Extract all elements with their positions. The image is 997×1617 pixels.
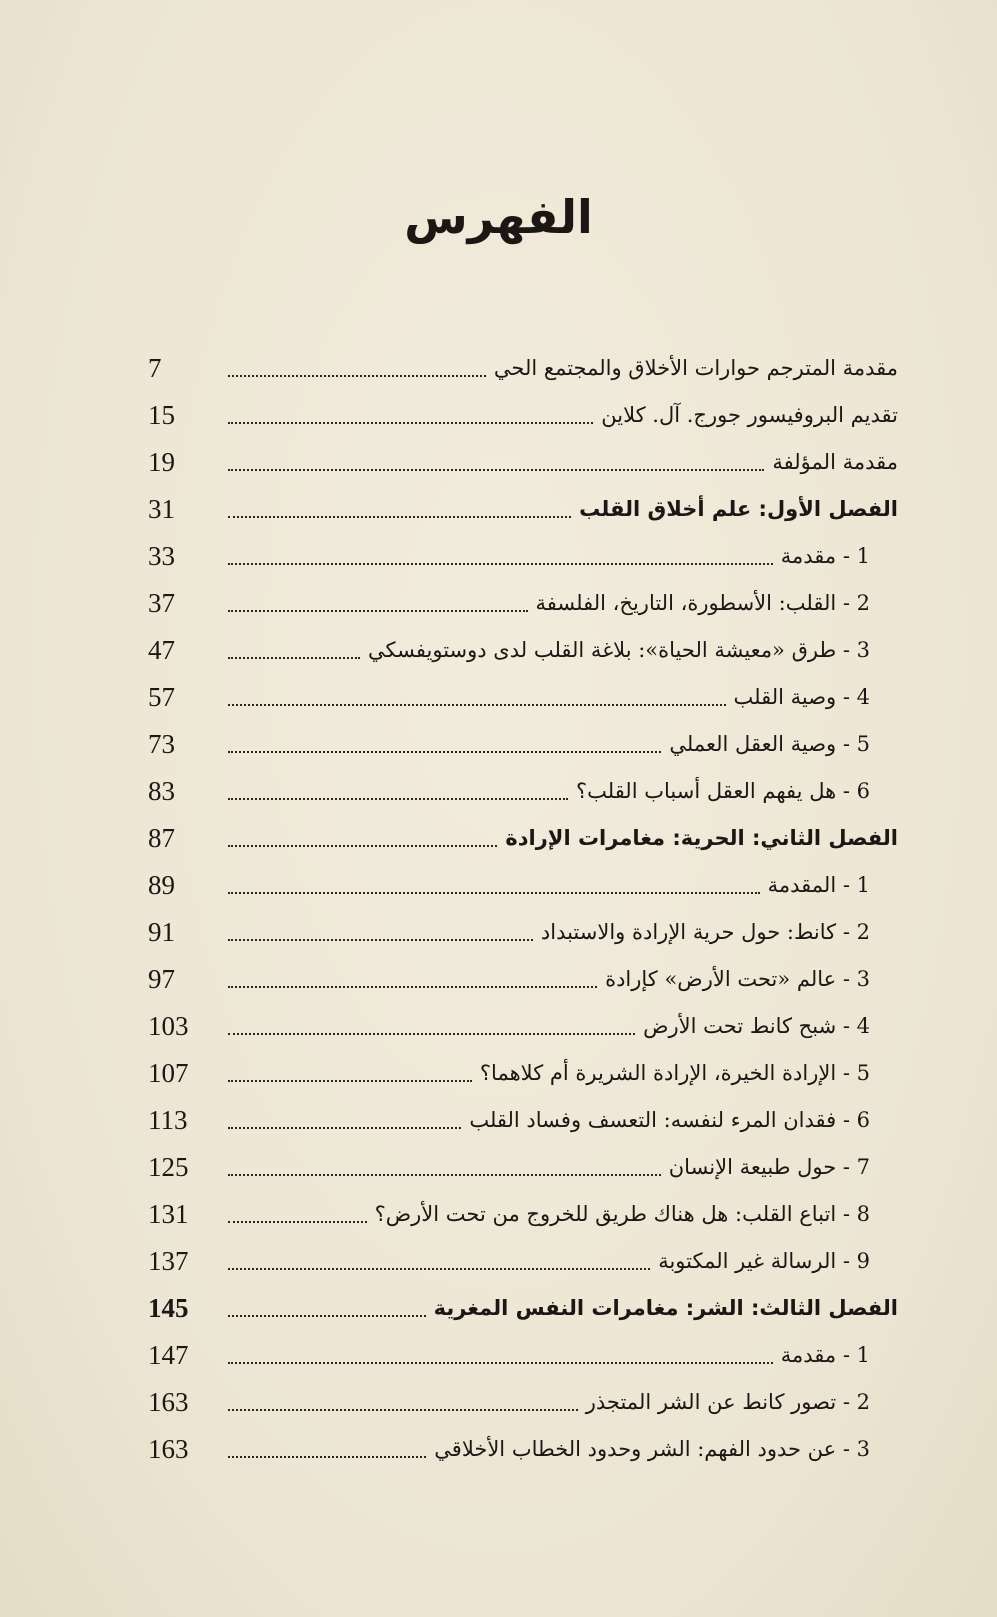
- toc-entry-line: [228, 1199, 898, 1229]
- toc-page-number: 19: [148, 447, 175, 477]
- dot-leader: [228, 1174, 661, 1176]
- toc-page-number: 89: [148, 870, 175, 900]
- toc-entry-line: [228, 1434, 898, 1464]
- toc-section-title: 3 - عن حدود الفهم: الشر وحدود الخطاب الأخلاقي: [434, 1437, 870, 1461]
- toc-entry-line: [228, 1152, 898, 1182]
- toc-section-title: 4 - وصية القلب: [733, 685, 870, 709]
- toc-section-title: 6 - فقدان المرء لنفسه: التعسف وفساد القلب: [469, 1108, 870, 1132]
- toc-section-title: 4 - شبح كانط تحت الأرض: [643, 1014, 870, 1038]
- dot-leader: [228, 798, 568, 800]
- dot-leader: [228, 845, 497, 847]
- toc-section-title: مقدمة المترجم حوارات الأخلاق والمجتمع الحي: [493, 356, 898, 380]
- toc-page-number: 137: [148, 1246, 189, 1276]
- toc-entry-line: [228, 1340, 898, 1370]
- dot-leader: [228, 657, 360, 659]
- toc-entry: [148, 430, 898, 477]
- toc-entry: [148, 1182, 898, 1229]
- toc-entry: [148, 336, 898, 383]
- dot-leader: [228, 1033, 635, 1035]
- toc-page-number: 91: [148, 917, 175, 947]
- toc-entry: [148, 1041, 898, 1088]
- toc-section-title: 3 - طرق «معيشة الحياة»: بلاغة القلب لدى دوستويفسكي: [368, 638, 870, 662]
- toc-section-title: تقديم البروفيسور جورج. آل. كلاين: [601, 403, 898, 427]
- toc-page-number: 83: [148, 776, 175, 806]
- toc-page-number: 7: [148, 353, 162, 383]
- toc-page-number: 113: [148, 1105, 188, 1135]
- toc-section-title: 8 - اتباع القلب: هل هناك طريق للخروج من تحت الأرض؟: [374, 1202, 870, 1226]
- toc-page-number: 15: [148, 400, 175, 430]
- dot-leader: [228, 1362, 773, 1364]
- toc-entry: [148, 665, 898, 712]
- dot-leader: [228, 422, 593, 424]
- toc-entry: [148, 571, 898, 618]
- dot-leader: [228, 375, 486, 377]
- dot-leader: [228, 1315, 426, 1317]
- dot-leader: [228, 1127, 461, 1129]
- toc-page-number: 163: [148, 1387, 189, 1417]
- toc-entry: [148, 1370, 898, 1417]
- dot-leader: [228, 892, 760, 894]
- toc-entry: [148, 1088, 898, 1135]
- dot-leader: [228, 516, 571, 518]
- toc-page-number: 107: [148, 1058, 189, 1088]
- toc-page-number: 37: [148, 588, 175, 618]
- toc-entry: [148, 1276, 898, 1323]
- toc-entry: [148, 853, 898, 900]
- toc-entry: [148, 900, 898, 947]
- toc-section-title: 5 - الإرادة الخيرة، الإرادة الشريرة أم كلاهما؟: [479, 1061, 870, 1085]
- toc-section-title: 5 - وصية العقل العملي: [669, 732, 870, 756]
- toc-page-number: 163: [148, 1434, 189, 1464]
- toc-chapter-title: الفصل الثالث: الشر: مغامرات النفس المغرية: [433, 1296, 898, 1320]
- toc-entry: [148, 383, 898, 430]
- toc-entry-line: [228, 353, 898, 383]
- toc-entry-line: [228, 635, 898, 665]
- toc-entry-line: [228, 917, 898, 947]
- toc-entry: [148, 618, 898, 665]
- toc-entry: [148, 994, 898, 1041]
- toc-entry: [148, 524, 898, 571]
- dot-leader: [228, 563, 773, 565]
- dot-leader: [228, 986, 597, 988]
- toc-page-number: 145: [148, 1293, 189, 1323]
- dot-leader: [228, 1080, 472, 1082]
- toc-entry-line: [228, 400, 898, 430]
- toc-page-number: 31: [148, 494, 175, 524]
- toc-entry-line: [228, 729, 898, 759]
- toc-entry: [148, 1229, 898, 1276]
- toc-entry-line: [228, 588, 898, 618]
- dot-leader: [228, 704, 726, 706]
- toc-section-title: 6 - هل يفهم العقل أسباب القلب؟: [575, 779, 870, 803]
- toc-chapter-title: الفصل الأول: علم أخلاق القلب: [579, 497, 898, 521]
- toc-page-number: 97: [148, 964, 175, 994]
- toc-entry-line: [228, 964, 898, 994]
- toc-entry-line: [228, 541, 898, 571]
- toc-entry: [148, 759, 898, 806]
- toc-entry-line: [228, 1058, 898, 1088]
- toc-entry: [148, 712, 898, 759]
- toc-page-number: 57: [148, 682, 175, 712]
- toc-page-number: 73: [148, 729, 175, 759]
- dot-leader: [228, 1268, 650, 1270]
- toc-section-title: 9 - الرسالة غير المكتوبة: [658, 1249, 870, 1273]
- toc-section-title: مقدمة المؤلفة: [772, 450, 898, 474]
- dot-leader: [228, 1456, 426, 1458]
- toc-section-title: 2 - تصور كانط عن الشر المتجذر: [585, 1390, 870, 1414]
- toc-page-number: 103: [148, 1011, 189, 1041]
- toc-entry-line: [228, 682, 898, 712]
- toc-entry: [148, 1323, 898, 1370]
- toc-entry-line: [228, 823, 898, 853]
- toc-entry-line: [228, 1105, 898, 1135]
- table-of-contents: [148, 336, 898, 1464]
- dot-leader: [228, 1409, 578, 1411]
- dot-leader: [228, 939, 533, 941]
- dot-leader: [228, 469, 764, 471]
- toc-entry: [148, 1417, 898, 1464]
- toc-page-number: 125: [148, 1152, 189, 1182]
- toc-page-number: 87: [148, 823, 175, 853]
- toc-entry-line: [228, 1246, 898, 1276]
- toc-section-title: 1 - المقدمة: [767, 873, 870, 897]
- toc-entry-line: [228, 1387, 898, 1417]
- toc-section-title: 3 - عالم «تحت الأرض» كإرادة: [605, 967, 870, 991]
- dot-leader: [228, 751, 661, 753]
- toc-page-number: 147: [148, 1340, 189, 1370]
- toc-entry-line: [228, 1011, 898, 1041]
- toc-entry-line: [228, 1293, 898, 1323]
- toc-entry: [148, 947, 898, 994]
- toc-entry: [148, 806, 898, 853]
- toc-entry-line: [228, 447, 898, 477]
- toc-section-title: 2 - كانط: حول حرية الإرادة والاستبداد: [540, 920, 870, 944]
- toc-section-title: 1 - مقدمة: [780, 1343, 870, 1367]
- toc-page-number: 131: [148, 1199, 189, 1229]
- toc-entry-line: [228, 870, 898, 900]
- toc-page-number: 47: [148, 635, 175, 665]
- toc-entry: [148, 477, 898, 524]
- dot-leader: [228, 1221, 367, 1223]
- dot-leader: [228, 610, 528, 612]
- toc-entry-line: [228, 494, 898, 524]
- toc-page-number: 33: [148, 541, 175, 571]
- page-title: الفهرس: [404, 190, 593, 244]
- toc-chapter-title: الفصل الثاني: الحرية: مغامرات الإرادة: [505, 826, 898, 850]
- toc-section-title: 7 - حول طبيعة الإنسان: [668, 1155, 870, 1179]
- toc-section-title: 1 - مقدمة: [780, 544, 870, 568]
- toc-entry-line: [228, 776, 898, 806]
- toc-entry: [148, 1135, 898, 1182]
- toc-section-title: 2 - القلب: الأسطورة، التاريخ، الفلسفة: [535, 591, 870, 615]
